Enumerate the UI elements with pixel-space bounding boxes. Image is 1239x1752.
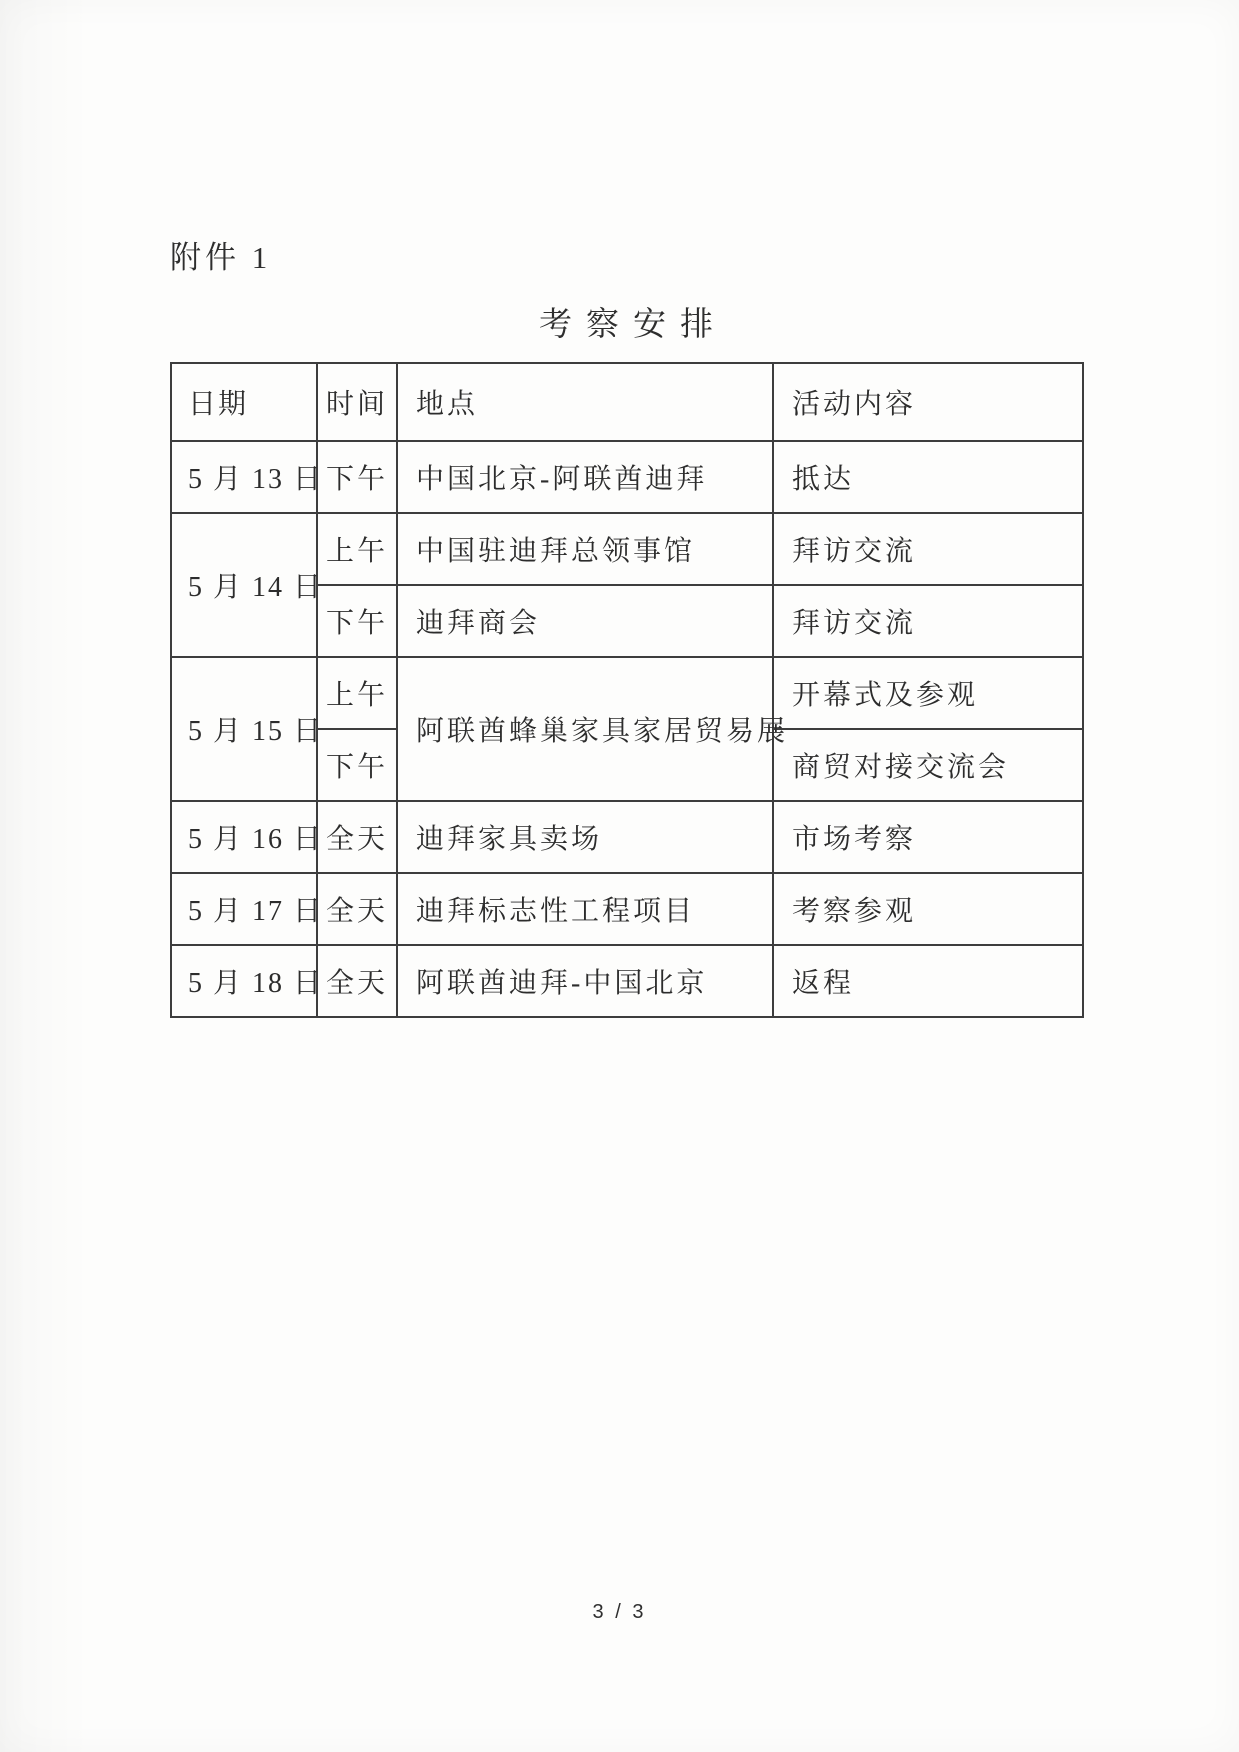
table-row-may16 [171, 801, 1083, 873]
header-cell-place: 地点 [397, 363, 773, 441]
cell-date: 5 月 17 日 [171, 873, 317, 945]
cell-time: 全天 [317, 945, 397, 1017]
cell-time: 下午 [317, 585, 397, 657]
scan-shading [0, 0, 90, 1752]
cell-place: 阿联酋蜂巢家具家居贸易展 [397, 657, 773, 801]
attachment-label: 附件 1 [170, 240, 272, 275]
cell-time: 全天 [317, 801, 397, 873]
cell-activity: 抵达 [773, 441, 1083, 513]
table-row-may14-am [171, 513, 1083, 585]
table-row-may18 [171, 945, 1083, 1017]
cell-time: 上午 [317, 657, 397, 729]
cell-activity: 商贸对接交流会 [773, 729, 1083, 801]
page-number: 3 / 3 [592, 1601, 647, 1623]
cell-date: 5 月 16 日 [171, 801, 317, 873]
cell-date: 5 月 13 日 [171, 441, 317, 513]
cell-place: 迪拜家具卖场 [397, 801, 773, 873]
cell-place: 阿联酋迪拜-中国北京 [397, 945, 773, 1017]
cell-activity: 拜访交流 [773, 513, 1083, 585]
cell-place: 迪拜标志性工程项目 [397, 873, 773, 945]
cell-date: 5 月 18 日 [171, 945, 317, 1017]
header-cell-activity: 活动内容 [773, 363, 1083, 441]
table-row-may13 [171, 441, 1083, 513]
header-cell-time: 时间 [317, 363, 397, 441]
cell-time: 上午 [317, 513, 397, 585]
schedule-table [170, 362, 1084, 1018]
page-title: 考察安排 [539, 307, 727, 343]
cell-activity: 开幕式及参观 [773, 657, 1083, 729]
header-cell-date: 日期 [171, 363, 317, 441]
cell-activity: 市场考察 [773, 801, 1083, 873]
cell-place: 中国驻迪拜总领事馆 [397, 513, 773, 585]
cell-date: 5 月 14 日 [171, 513, 317, 657]
cell-place: 迪拜商会 [397, 585, 773, 657]
table-row-may17 [171, 873, 1083, 945]
cell-place: 中国北京-阿联酋迪拜 [397, 441, 773, 513]
cell-activity: 拜访交流 [773, 585, 1083, 657]
table-header-row [171, 363, 1083, 441]
table-row-may15-am [171, 657, 1083, 729]
cell-activity: 返程 [773, 945, 1083, 1017]
cell-time: 全天 [317, 873, 397, 945]
cell-time: 下午 [317, 729, 397, 801]
cell-time: 下午 [317, 441, 397, 513]
cell-activity: 考察参观 [773, 873, 1083, 945]
cell-date: 5 月 15 日 [171, 657, 317, 801]
